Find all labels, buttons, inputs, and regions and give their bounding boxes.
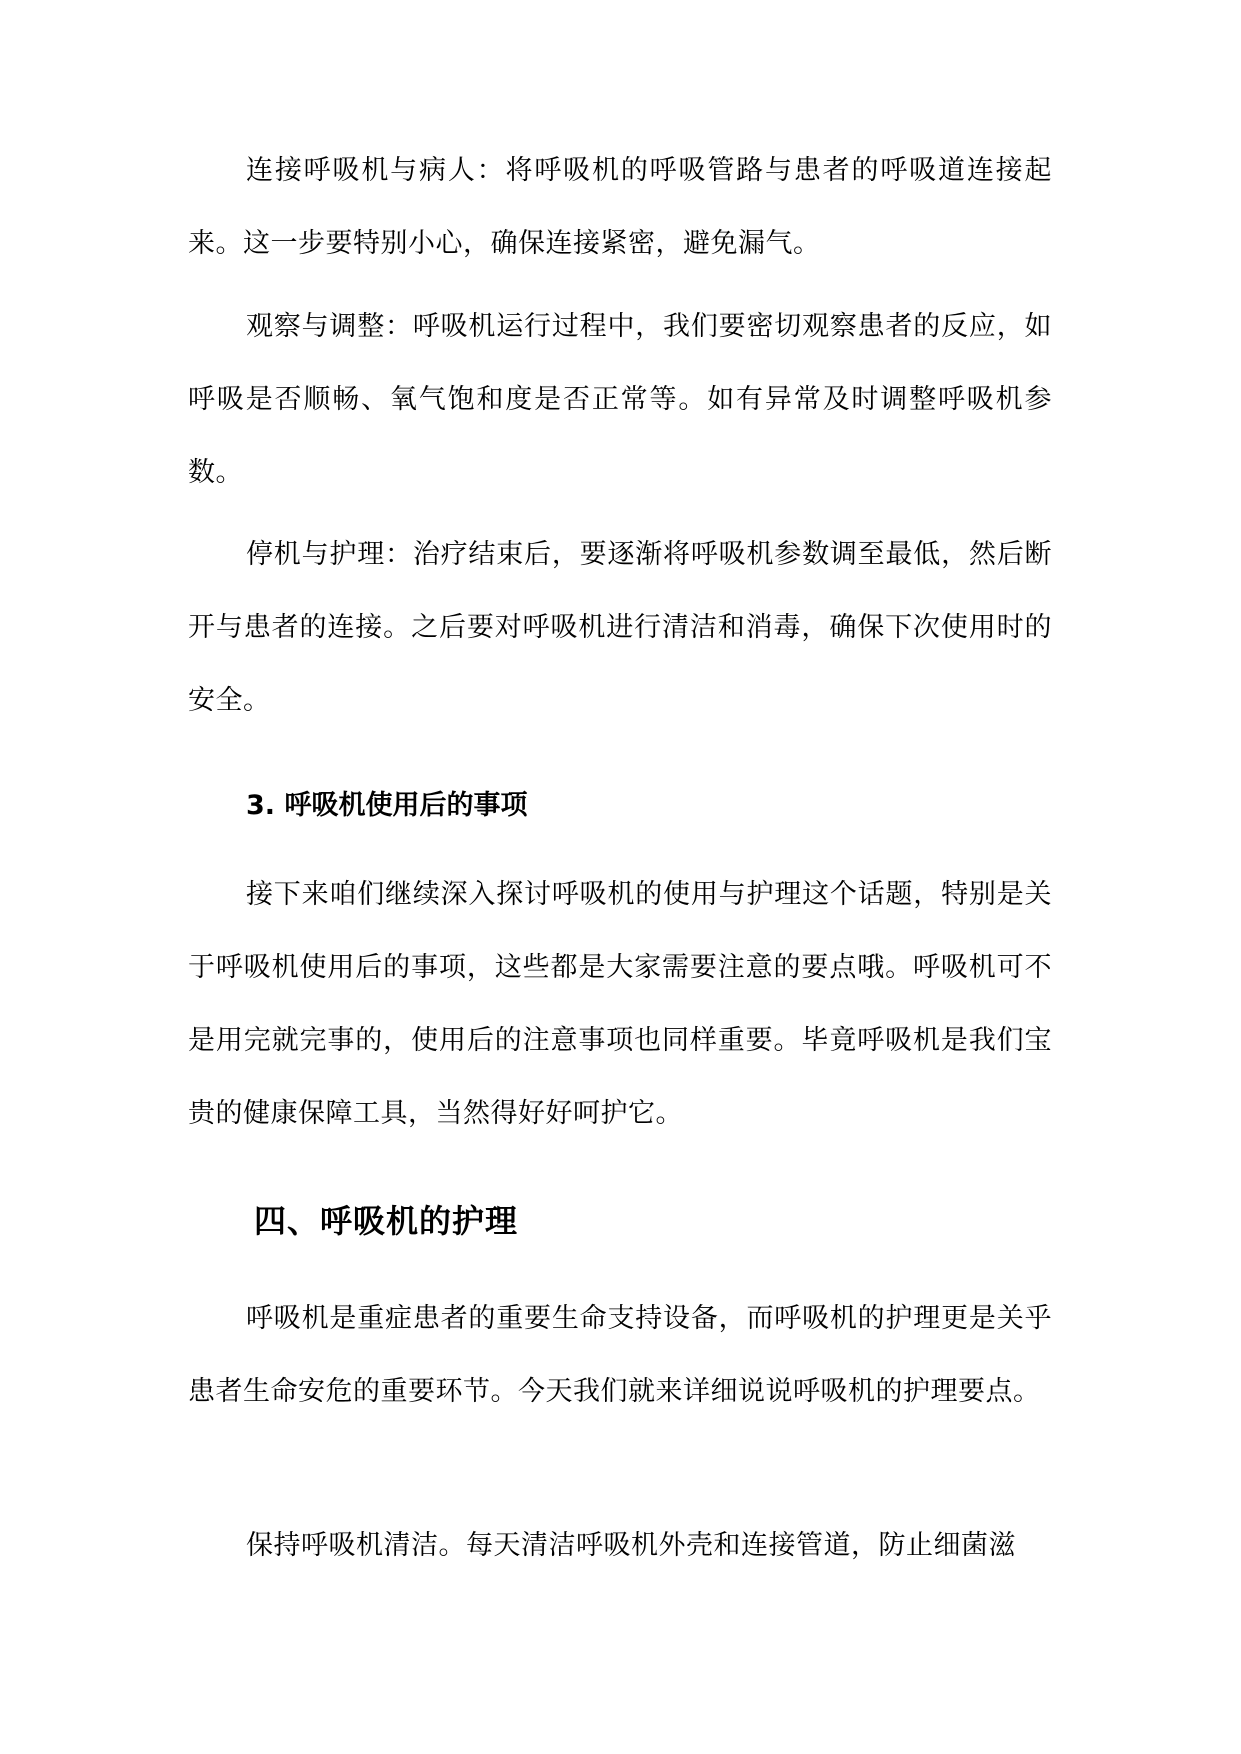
paragraph-keep-clean: 保持呼吸机清洁。每天清洁呼吸机外壳和连接管道，防止细菌滋 [246,1530,1016,1561]
section-heading: 四、呼吸机的护理 [254,1202,519,1240]
paragraph-observe-adjust: 观察与调整：呼吸机运行过程中，我们要密切观察患者的反应，如呼吸是否顺畅、氧气饱和度是否正常等。如有异常及时调整呼吸机参数。 [188,311,1052,488]
paragraph-connect-ventilator: 连接呼吸机与病人：将呼吸机的呼吸管路与患者的呼吸道连接起来。这一步要特别小心，确保连接紧密，避免漏气。 [188,155,1052,259]
subsection-heading: 3. 呼吸机使用后的事项 [246,790,528,821]
paragraph-care-intro: 呼吸机是重症患者的重要生命支持设备，而呼吸机的护理更是关乎患者生命安危的重要环节。今天我们就来详细说说呼吸机的护理要点。 [188,1303,1052,1407]
paragraph-shutdown-care: 停机与护理：治疗结束后，要逐渐将呼吸机参数调至最低，然后断开与患者的连接。之后要对呼吸机进行清洁和消毒，确保下次使用时的安全。 [188,539,1052,716]
paragraph-after-use: 接下来咱们继续深入探讨呼吸机的使用与护理这个话题，特别是关于呼吸机使用后的事项，这些都是大家需要注意的要点哦。呼吸机可不是用完就完事的，使用后的注意事项也同样重要。毕竟呼吸机是我们宝贵的健康保障工具，当然得好好呵护它。 [188,879,1052,1129]
